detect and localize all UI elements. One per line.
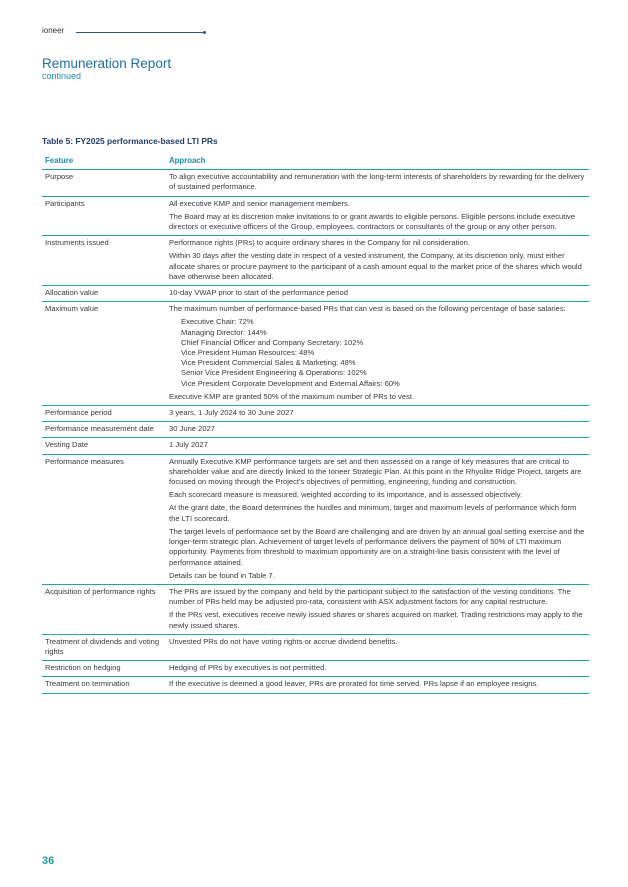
salary-item: Vice President Human Resources: 48% bbox=[181, 348, 315, 358]
header-rule bbox=[76, 32, 204, 33]
table-row bbox=[42, 635, 589, 661]
page-subtitle: continued bbox=[42, 71, 82, 81]
table-row bbox=[42, 170, 589, 196]
approach-cell bbox=[169, 288, 589, 298]
approach-text: The maximum number of performance-based PRs that can vest is based on the following percentage of base salaries: bbox=[169, 304, 566, 314]
table-row bbox=[42, 677, 589, 693]
header-approach: Approach bbox=[169, 156, 206, 165]
feature-cell: Purpose bbox=[45, 172, 74, 182]
feature-cell: Allocation value bbox=[45, 288, 99, 298]
approach-text: Within 30 days after the vesting date in respect of a vested instrument, the Company, at its discretion only, must either allocate shares or procure payment to the participant of a cash amount equal to the market price of the shares which would have otherwise been allocated. bbox=[169, 251, 582, 281]
salary-item: Chief Financial Officer and Company Secretary: 102% bbox=[181, 337, 364, 347]
approach-text: Details can be found in Table 7. bbox=[169, 570, 275, 580]
table-header-row bbox=[42, 154, 589, 170]
approach-cell bbox=[169, 679, 589, 689]
feature-cell: Vesting Date bbox=[45, 440, 89, 450]
approach-text: The target levels of performance set by the Board are challenging and are driven by an annual goal setting exercise and the longer-term strategic plan. Achievement of target levels of performance delivers the payment of 50% of LTI maximum opportunity. Payments from threshold to maximum opportunity are on a straight-line basis consistent with the level of performance attained. bbox=[169, 526, 585, 567]
approach-cell bbox=[169, 587, 589, 631]
table-row bbox=[42, 236, 589, 286]
table-row bbox=[42, 406, 589, 422]
feature-cell: Instruments issued bbox=[45, 238, 109, 248]
approach-cell bbox=[169, 408, 589, 418]
approach-text: If the PRs vest, executives receive newly issued shares or shares acquired on market. Trading restrictions may apply to the newly issued shares. bbox=[169, 610, 583, 630]
approach-cell bbox=[169, 424, 589, 434]
feature-cell: Participants bbox=[45, 198, 85, 208]
approach-text: Each scorecard measure is measured, weighted according to its importance, and is assessed objectively. bbox=[169, 490, 523, 500]
table-row bbox=[42, 438, 589, 454]
table-row bbox=[42, 661, 589, 677]
feature-cell: Performance measures bbox=[45, 456, 124, 466]
table-title: Table 5: FY2025 performance-based LTI PRs bbox=[42, 136, 218, 146]
approach-text: If the executive is deemed a good leaver, PRs are prorated for time served. PRs lapse if an employee resigns. bbox=[169, 679, 539, 689]
page-title: Remuneration Report bbox=[42, 56, 172, 71]
table-row bbox=[42, 286, 589, 302]
approach-cell bbox=[169, 238, 589, 282]
feature-cell: Treatment on termination bbox=[45, 679, 130, 689]
brand-name: ioneer bbox=[42, 26, 65, 35]
approach-cell bbox=[169, 637, 589, 657]
table-row bbox=[42, 197, 589, 237]
salary-item: Senior Vice President Engineering & Operations: 102% bbox=[181, 368, 367, 378]
approach-text: 10-day VWAP prior to start of the performance period bbox=[169, 288, 348, 298]
approach-text: Unvested PRs do not have voting rights or accrue dividend benefits. bbox=[169, 636, 398, 646]
approach-text: 1 July 2027 bbox=[169, 440, 208, 450]
approach-cell bbox=[169, 440, 589, 450]
feature-cell: Performance period bbox=[45, 408, 112, 418]
approach-text: Performance rights (PRs) to acquire ordinary shares in the Company for nil consideration. bbox=[169, 238, 470, 248]
approach-text: All executive KMP and senior management members. bbox=[169, 198, 350, 208]
approach-cell bbox=[169, 663, 589, 673]
approach-cell bbox=[169, 304, 589, 402]
approach-text: The PRs are issued by the company and held by the participant subject to the satisfaction of the vesting conditions. The number of PRs held may be adjusted pro-rata, consistent with ASX adjustment factors for any capital restructure. bbox=[169, 586, 571, 607]
approach-cell bbox=[169, 457, 589, 581]
table-row bbox=[42, 302, 589, 406]
approach-text: The Board may at its discretion make invitations to or grant awards to eligible persons. Eligible persons include executive directors or executive officers of the Group, employees, contractors or consultants of the group or any other person. bbox=[169, 211, 576, 232]
approach-cell bbox=[169, 199, 589, 233]
approach-text: Hedging of PRs by executives is not permitted. bbox=[169, 663, 327, 673]
approach-text: 3 years, 1 July 2024 to 30 June 2027 bbox=[169, 408, 294, 418]
approach-text: Annually Executive KMP performance targets are set and then assessed on a range of key measures that are critical to shareholder value and are directly linked to the Ioneer Strategic Plan. At this point in the Rhyolite Ridge Project, targets are focused on moving through the Project's objectives of permitting, engineering, funding and construction. bbox=[169, 456, 582, 487]
table-row bbox=[42, 422, 589, 438]
approach-cell bbox=[169, 172, 589, 192]
approach-text: At the grant date, the Board determines the hurdles and minimum, target and maximum levels of performance which form the LTI scorecard. bbox=[169, 503, 577, 523]
feature-cell: Maximum value bbox=[45, 304, 99, 314]
feature-cell: Treatment of dividends and voting rights bbox=[45, 636, 160, 656]
approach-text: 30 June 2027 bbox=[169, 424, 216, 434]
feature-cell: Performance measurement date bbox=[45, 424, 154, 434]
salary-item: Executive Chair: 72% bbox=[181, 317, 254, 327]
lti-table bbox=[42, 154, 589, 694]
header-feature: Feature bbox=[45, 156, 74, 165]
salary-item: Vice President Corporate Development and External Affairs: 60% bbox=[181, 378, 400, 388]
table-row bbox=[42, 455, 589, 585]
approach-text: Executive KMP are granted 50% of the maximum number of PRs to vest. bbox=[169, 391, 415, 401]
salary-list bbox=[181, 317, 585, 388]
feature-cell: Restriction on hedging bbox=[45, 663, 121, 673]
salary-item: Managing Director: 144% bbox=[181, 327, 267, 337]
salary-item: Vice President Commercial Sales & Marketing: 48% bbox=[181, 358, 356, 368]
table-row bbox=[42, 585, 589, 635]
page-number: 36 bbox=[42, 855, 55, 867]
feature-cell: Acquisition of performance rights bbox=[45, 586, 156, 596]
approach-text: To align executive accountability and remuneration with the long-term interests of shareholders by rewarding for the delivery of sustained performance. bbox=[169, 172, 585, 192]
